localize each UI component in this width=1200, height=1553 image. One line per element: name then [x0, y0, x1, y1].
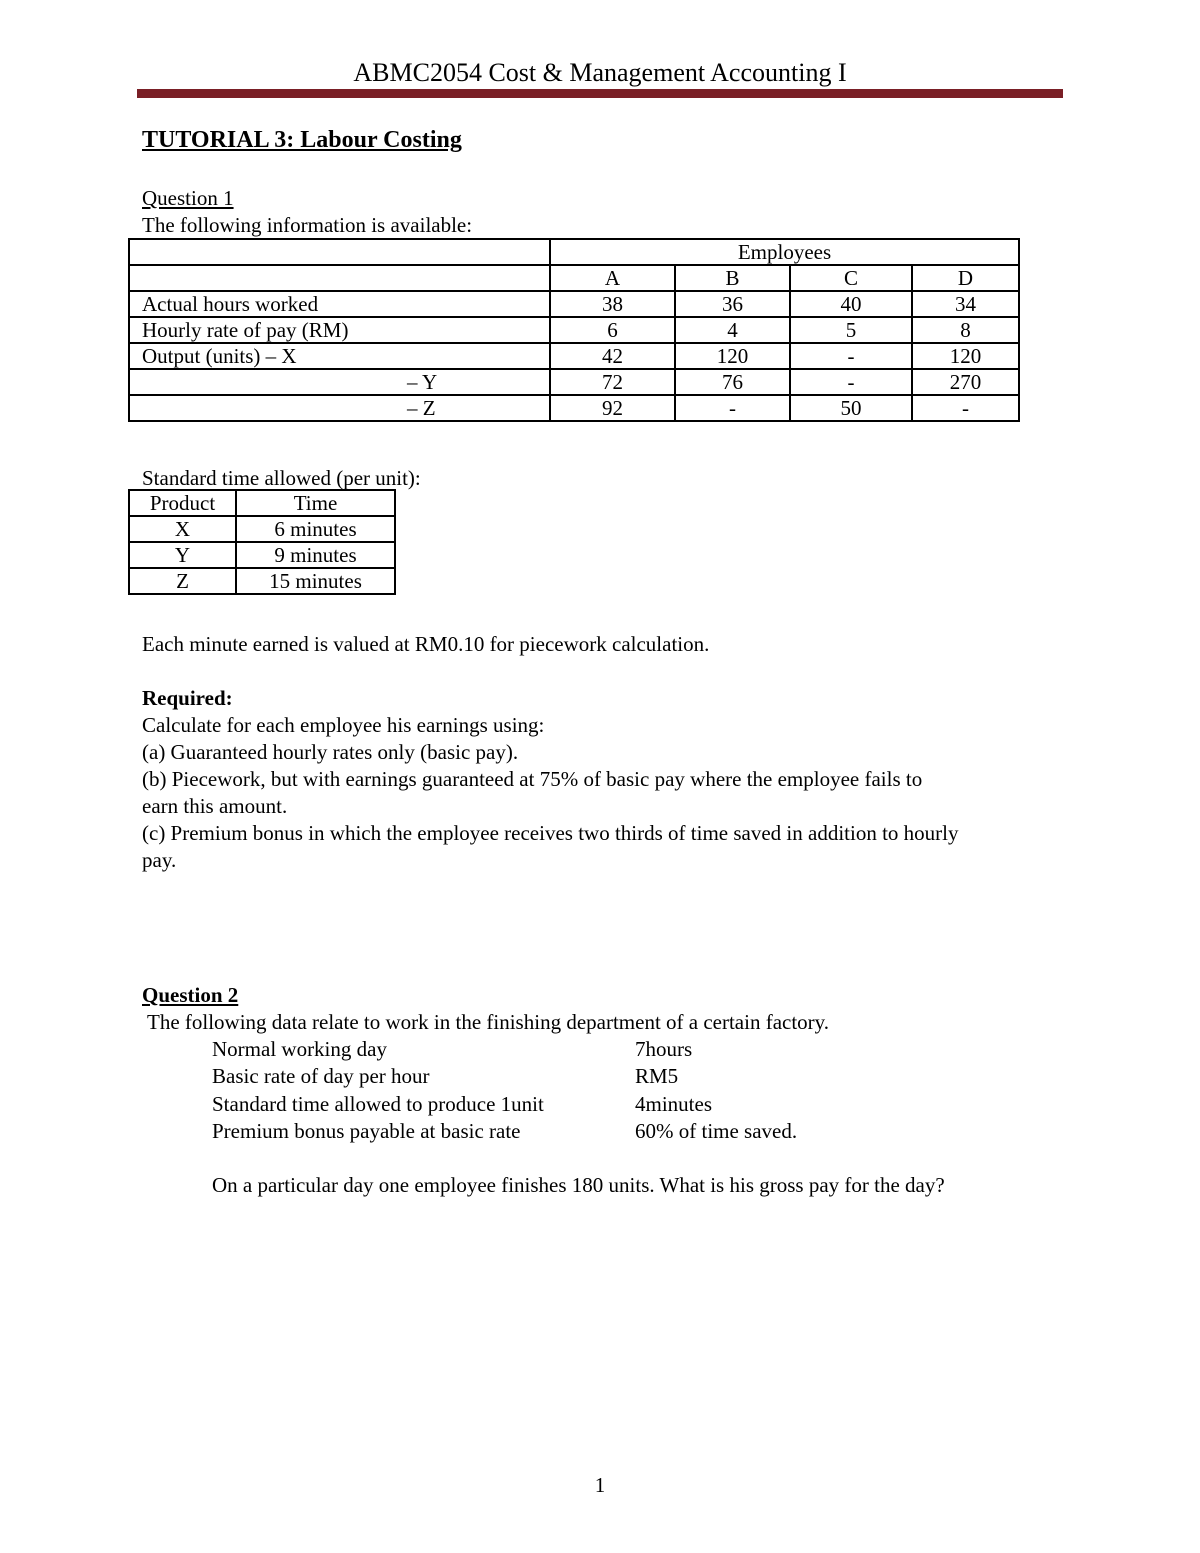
part-a: (a) Guaranteed hourly rates only (basic pay). [142, 740, 519, 764]
table-cell: 270 [912, 369, 1019, 395]
table-cell: - [675, 395, 790, 421]
table-blank-cell [129, 265, 550, 291]
table-cell: 5 [790, 317, 912, 343]
q2-item-label: Premium bonus payable at basic rate [212, 1119, 521, 1143]
std-header-product: Product [129, 490, 236, 516]
part-c-line-2: pay. [142, 848, 177, 872]
table-row [129, 395, 1019, 421]
table-cell: 50 [790, 395, 912, 421]
table-row [129, 568, 395, 594]
table-cell: 4 [675, 317, 790, 343]
part-b-line-1: (b) Piecework, but with earnings guaranteed at 75% of basic pay where the employee fails to [142, 767, 923, 791]
table-cell: 34 [912, 291, 1019, 317]
table-row [129, 516, 395, 542]
part-c-line-1: (c) Premium bonus in which the employee receives two thirds of time saved in addition to hourly [142, 821, 959, 845]
table-row [129, 343, 1019, 369]
table-cell: 72 [550, 369, 675, 395]
employee-header: C [790, 265, 912, 291]
table-cell: Z [129, 568, 236, 594]
table-cell: 42 [550, 343, 675, 369]
employee-header: B [675, 265, 790, 291]
q2-item-value: 60% of time saved. [635, 1119, 798, 1143]
q2-item-value: 7hours [635, 1037, 693, 1061]
table-cell: X [129, 516, 236, 542]
table-cell: 92 [550, 395, 675, 421]
table-cell: 6 [550, 317, 675, 343]
table-row [129, 369, 1019, 395]
table-row [129, 542, 395, 568]
q2-item-value: RM5 [635, 1064, 679, 1088]
row-label: Output (units) – X [129, 343, 550, 369]
q1-heading: Question 1 [142, 186, 234, 210]
required-intro: Calculate for each employee his earnings using: [142, 713, 545, 737]
row-label: Actual hours worked [129, 291, 550, 317]
table-row [129, 291, 1019, 317]
table-cell: 8 [912, 317, 1019, 343]
table-cell: 120 [912, 343, 1019, 369]
table-cell: 6 minutes [236, 516, 395, 542]
table-cell: 120 [675, 343, 790, 369]
table-cell: 15 minutes [236, 568, 395, 594]
table-cell: 38 [550, 291, 675, 317]
page-number: 1 [594, 1473, 606, 1497]
employee-header: A [550, 265, 675, 291]
header-title: ABMC2054 Cost & Management Accounting I [353, 58, 847, 87]
table-corner-cell [129, 239, 550, 265]
q1-intro: The following information is available: [142, 213, 473, 237]
q2-item-label: Standard time allowed to produce 1unit [212, 1092, 544, 1116]
table-cell: - [790, 343, 912, 369]
standard-time-table [128, 489, 396, 595]
q2-item-label: Basic rate of day per hour [212, 1064, 430, 1088]
minute-value-text: Each minute earned is valued at RM0.10 for piecework calculation. [142, 632, 710, 656]
table-cell: 76 [675, 369, 790, 395]
row-label: Hourly rate of pay (RM) [129, 317, 550, 343]
table-cell: - [912, 395, 1019, 421]
employees-group-header: Employees [550, 239, 1019, 265]
table-cell: - [790, 369, 912, 395]
row-label: – Z [129, 395, 550, 421]
q2-intro: The following data relate to work in the finishing department of a certain factory. [147, 1010, 830, 1034]
table-cell: Y [129, 542, 236, 568]
std-header-time: Time [236, 490, 395, 516]
q2-heading: Question 2 [142, 983, 239, 1007]
header-rule [137, 89, 1063, 98]
required-label: Required: [142, 686, 233, 710]
table-cell: 40 [790, 291, 912, 317]
q2-item-label: Normal working day [212, 1037, 387, 1061]
employee-table [128, 238, 1020, 422]
employee-header: D [912, 265, 1019, 291]
table-cell: 9 minutes [236, 542, 395, 568]
part-b-line-2: earn this amount. [142, 794, 288, 818]
tutorial-title: TUTORIAL 3: Labour Costing [142, 127, 462, 153]
q2-question: On a particular day one employee finishes 180 units. What is his gross pay for the day? [212, 1173, 945, 1197]
q2-item-value: 4minutes [635, 1092, 712, 1116]
std-time-intro: Standard time allowed (per unit): [142, 466, 421, 490]
row-label: – Y [129, 369, 550, 395]
table-cell: 36 [675, 291, 790, 317]
table-row [129, 317, 1019, 343]
